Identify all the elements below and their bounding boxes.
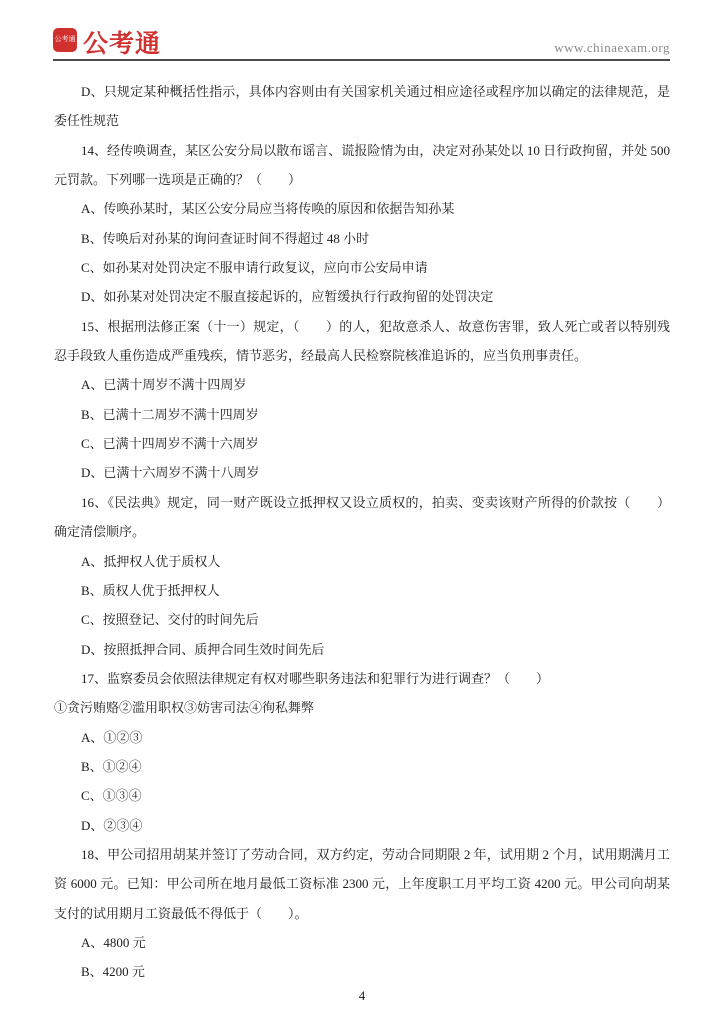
document-paragraph: D、已满十六周岁不满十八周岁 xyxy=(81,465,260,481)
brand-title: 公考通 xyxy=(83,30,162,58)
document-paragraph: A、①②③ xyxy=(81,729,143,745)
document-paragraph: ①贪污贿赂②滥用职权③妨害司法④徇私舞弊 xyxy=(54,700,315,716)
document-paragraph: A、已满十周岁不满十四周岁 xyxy=(81,377,247,393)
page-number: 4 xyxy=(358,988,366,1003)
document-paragraph: D、如孙某对处罚决定不服直接起诉的，应暂缓执行行政拘留的处罚决定 xyxy=(81,289,494,305)
document-body xyxy=(54,77,670,987)
website-url: www.chinaexam.org xyxy=(554,40,670,55)
gongkaotong-logo-icon: 公考通 xyxy=(53,28,77,52)
document-paragraph: B、4200 元 xyxy=(81,964,145,980)
document-paragraph: B、已满十二周岁不满十四周岁 xyxy=(81,406,259,422)
document-paragraph: A、4800 元 xyxy=(81,934,146,950)
document-paragraph: 15、根据刑法修正案（十一）规定，（ ）的人，犯故意杀人、故意伤害罪，致人死亡或者以特别残忍手段致人重伤造成严重残疾，情节恶劣，经最高人民检察院核准追诉的，应当负刑事责任。 xyxy=(54,318,670,364)
document-paragraph: D、②③④ xyxy=(81,817,143,833)
document-paragraph: 17、监察委员会依照法律规定有权对哪些职务违法和犯罪行为进行调查？（ ） xyxy=(81,670,550,686)
page-footer xyxy=(0,988,724,1004)
document-paragraph: B、①②④ xyxy=(81,758,142,774)
document-paragraph: C、已满十四周岁不满十六周岁 xyxy=(81,436,259,452)
document-paragraph: A、传唤孙某时，某区公安分局应当将传唤的原因和依据告知孙某 xyxy=(81,201,455,217)
document-paragraph: B、质权人优于抵押权人 xyxy=(81,582,220,598)
document-paragraph: C、①③④ xyxy=(81,788,142,804)
document-paragraph: B、传唤后对孙某的询问查证时间不得超过 48 小时 xyxy=(81,230,370,246)
document-paragraph: D、只规定某种概括性指示，具体内容则由有关国家机关通过相应途径或程序加以确定的法律规范，是委任性规范 xyxy=(54,84,670,129)
document-paragraph: A、抵押权人优于质权人 xyxy=(81,553,221,569)
document-paragraph: 14、经传唤调查，某区公安分局以散布谣言、谎报险情为由，决定对孙某处以 10 日行政拘留，并处 500 元罚款。下列哪一选项是正确的？（ ） xyxy=(54,142,670,188)
document-paragraph: D、按照抵押合同、质押合同生效时间先后 xyxy=(81,641,325,657)
document-paragraph: 18、甲公司招用胡某并签订了劳动合同，双方约定，劳动合同期限 2 年，试用期 2 个月，试用期满月工资 6000 元。已知：甲公司所在地月最低工资标准 2300 元，上年度职工月平均工资 4200 元。甲公司向胡某支付的试用期月工资最低不得低于（ ）。 xyxy=(54,846,670,921)
document-paragraph: C、如孙某对处罚决定不服申请行政复议，应向市公安局申请 xyxy=(81,260,428,276)
document-paragraph: 16、《民法典》规定，同一财产既设立抵押权又设立质权的，拍卖、变卖该财产所得的价款按（ ）确定清偿顺序。 xyxy=(54,494,670,540)
document-paragraph: C、按照登记、交付的时间先后 xyxy=(81,612,259,628)
page-header xyxy=(53,27,670,61)
